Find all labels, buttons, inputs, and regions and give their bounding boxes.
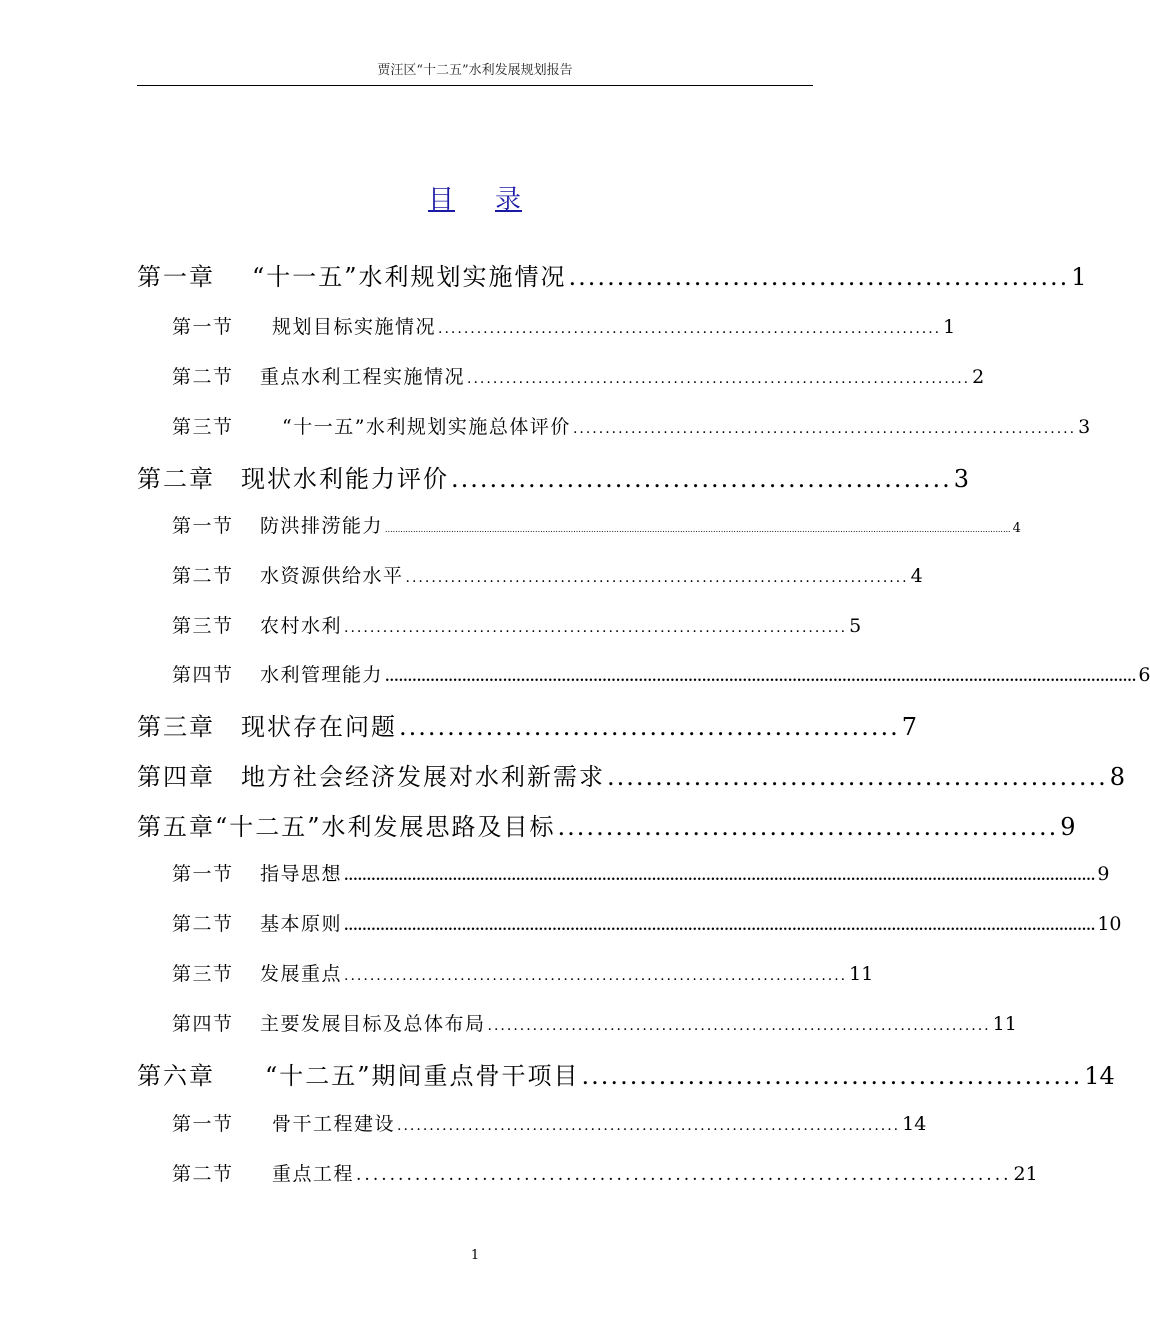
toc-dot-leader: ..............................................................................: [438, 321, 942, 337]
toc-entry-section-5-1[interactable]: [172, 859, 1110, 886]
toc-entry-chapter-1[interactable]: [137, 257, 1087, 292]
toc-dot-leader: ..............................................................................: [344, 620, 848, 636]
toc-entry-section-5-2[interactable]: [172, 909, 1122, 936]
toc-entry-title: 发展重点: [260, 963, 343, 985]
toc-entry-title: 水资源供给水平: [260, 565, 404, 587]
toc-entry-page: 7: [901, 713, 917, 741]
toc-entry-section-1-1[interactable]: [172, 312, 956, 339]
toc-entry-number: 第一节: [172, 316, 234, 338]
toc-heading: [0, 182, 950, 218]
toc-dot-leader: ....................................................: [607, 763, 1108, 791]
toc-dot-leader: ..............................................................................: [487, 1018, 991, 1034]
toc-entry-number: 第一节: [172, 1113, 234, 1135]
toc-entry-title: “十一五”水利规划实施情况: [252, 263, 567, 291]
toc-entry-chapter-2[interactable]: [137, 459, 969, 494]
toc-entry-page: 3: [953, 465, 969, 493]
toc-entry-chapter-3[interactable]: [137, 707, 917, 742]
toc-entry-number: 第四章: [137, 763, 215, 791]
toc-entry-number: 第三节: [172, 416, 234, 438]
toc-entry-page: 1: [943, 316, 956, 338]
toc-entry-page: 21: [1013, 1163, 1038, 1185]
toc-entry-number: 第四节: [172, 1013, 234, 1035]
toc-entry-chapter-6[interactable]: [137, 1056, 1115, 1091]
toc-entry-title: 骨干工程建设: [272, 1113, 396, 1135]
toc-dot-leader: ....................................................: [581, 1062, 1083, 1090]
toc-entry-title: “十一五”水利规划实施总体评价: [282, 416, 571, 438]
toc-heading-right: 录: [495, 185, 523, 215]
toc-entry-chapter-4[interactable]: [137, 757, 1125, 792]
toc-entry-section-6-1[interactable]: [172, 1109, 927, 1136]
toc-entry-section-1-3[interactable]: [172, 412, 1091, 439]
toc-dot-leader: ....................................................: [399, 713, 900, 741]
toc-dot-leader: ..............................................................................: [397, 1118, 901, 1134]
toc-dot-leader: ......................................................................................................................................................................: [385, 670, 1137, 685]
toc-entry-section-2-2[interactable]: [172, 561, 923, 588]
toc-entry-title: 主要发展目标及总体布局: [260, 1013, 486, 1035]
toc-entry-page: 2: [972, 366, 985, 388]
toc-entry-page: 10: [1097, 913, 1122, 935]
toc-entry-page: 5: [849, 615, 862, 637]
toc-entry-section-2-4[interactable]: [172, 660, 1150, 687]
toc-entry-title: 地方社会经济发展对水利新需求: [241, 763, 605, 791]
toc-entry-title: 规划目标实施情况: [272, 316, 437, 338]
toc-entry-title: 重点水利工程实施情况: [260, 366, 466, 388]
page-number: 1: [470, 1248, 480, 1263]
toc-entry-title: 水利管理能力: [260, 664, 384, 686]
toc-dot-leader: ..............................................................................: [344, 968, 848, 984]
toc-dot-leader: ..............................................................................: [572, 421, 1077, 437]
toc-dot-leader: ......................................................................................................................................................................................................................................................: [385, 525, 1011, 534]
toc-entry-page: 1: [1071, 263, 1087, 291]
toc-dot-leader: ......................................................................................................................................................................: [344, 919, 1096, 934]
toc-entry-title: “十二五”水利发展思路及目标: [215, 813, 556, 841]
toc-entry-page: 14: [902, 1113, 927, 1135]
toc-entry-page: 14: [1084, 1062, 1115, 1090]
toc-entry-section-5-3[interactable]: [172, 959, 874, 986]
toc-entry-number: 第四节: [172, 664, 234, 686]
toc-entry-number: 第二节: [172, 913, 234, 935]
toc-entry-title: “十二五”期间重点骨干项目: [265, 1062, 580, 1090]
toc-entry-number: 第一节: [172, 863, 234, 885]
toc-entry-number: 第二节: [172, 1163, 234, 1185]
running-header: 贾汪区“十二五”水利发展规划报告: [377, 63, 573, 78]
toc-entry-title: 指导思想: [260, 863, 343, 885]
toc-entry-page: 9: [1060, 813, 1076, 841]
toc-entry-title: 农村水利: [260, 615, 343, 637]
header-rule: [137, 85, 813, 86]
toc-entry-number: 第六章: [137, 1062, 215, 1090]
toc-dot-leader: ....................................................: [568, 263, 1070, 291]
toc-entry-page: 9: [1097, 863, 1110, 885]
toc-dot-leader: ....................................................: [451, 465, 952, 493]
toc-entry-page: 11: [849, 963, 874, 985]
toc-dot-leader: ..............................................................................: [405, 570, 909, 586]
toc-entry-page: 8: [1109, 763, 1125, 791]
toc-entry-number: 第三节: [172, 615, 234, 637]
toc-entry-section-2-1[interactable]: [172, 511, 1021, 538]
toc-entry-page: 3: [1078, 416, 1091, 438]
toc-entry-number: 第一章: [137, 263, 215, 291]
toc-dot-leader: ......................................................................................................................................................................: [344, 869, 1096, 884]
toc-entry-number: 第二节: [172, 565, 234, 587]
toc-entry-title: 基本原则: [260, 913, 343, 935]
toc-entry-number: 第二节: [172, 366, 234, 388]
toc-entry-title: 防洪排涝能力: [260, 515, 384, 537]
toc-entry-section-2-3[interactable]: [172, 611, 862, 638]
toc-entry-section-5-4[interactable]: [172, 1009, 1017, 1036]
toc-dot-leader: ....................................................: [557, 813, 1059, 841]
toc-entry-section-6-2[interactable]: [172, 1159, 1038, 1186]
toc-entry-title: 重点工程: [272, 1163, 355, 1185]
toc-heading-left: 目: [427, 185, 455, 215]
toc-entry-page: 6: [1138, 664, 1150, 686]
toc-entry-number: 第五章: [137, 813, 215, 841]
toc-entry-title: 现状存在问题: [241, 713, 397, 741]
toc-dot-leader: ..............................................................................: [356, 1165, 1012, 1185]
toc-entry-page: 4: [910, 565, 923, 587]
toc-entry-section-1-2[interactable]: [172, 362, 985, 389]
toc-entry-number: 第三节: [172, 963, 234, 985]
toc-entry-chapter-5[interactable]: [137, 807, 1076, 842]
toc-entry-title: 现状水利能力评价: [241, 465, 449, 493]
toc-dot-leader: ..............................................................................: [467, 371, 971, 387]
toc-entry-page: 11: [992, 1013, 1017, 1035]
toc-entry-number: 第三章: [137, 713, 215, 741]
toc-entry-number: 第一节: [172, 515, 234, 537]
toc-entry-page: 4: [1012, 521, 1021, 536]
toc-entry-number: 第二章: [137, 465, 215, 493]
